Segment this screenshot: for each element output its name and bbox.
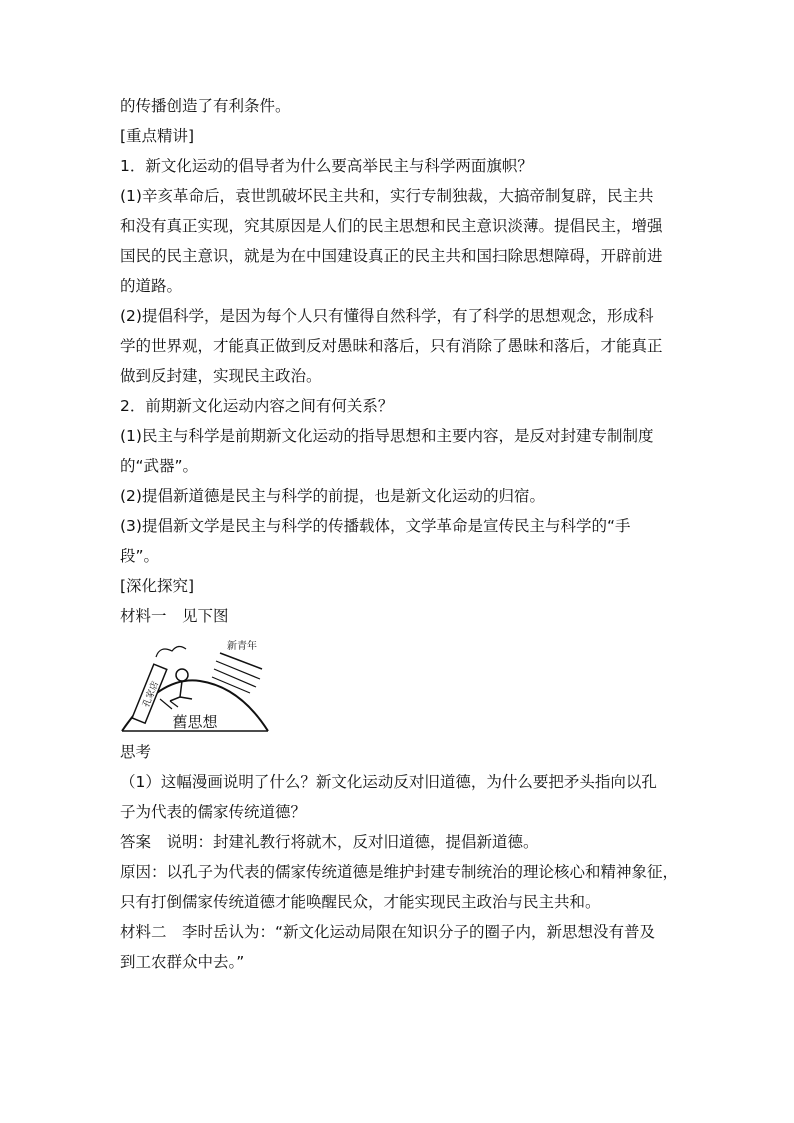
section-heading-deep-inquiry: [深化探究]	[120, 577, 195, 595]
text-line: 学的世界观，才能真正做到反对愚昧和落后，只有消除了愚昧和落后，才能真正	[120, 337, 663, 355]
section-heading-key-points: [重点精讲]	[120, 127, 195, 145]
cartoon-note-text: 新青年	[227, 641, 257, 652]
cartoon-caption: 舊思想	[172, 713, 218, 731]
text-line: 到工农群众中去。”	[120, 953, 245, 971]
text-line: 只有打倒儒家传统道德才能唤醒民众，才能实现民主政治与民主共和。	[120, 893, 601, 911]
text-line: (1)民主与科学是前期新文化运动的指导思想和主要内容，是反对封建专制制度	[120, 427, 654, 445]
text-line: 国民的民主意识，就是为在中国建设真正的民主共和国扫除思想障碍，开辟前进	[120, 247, 663, 265]
text-line: (3)提倡新文学是民主与科学的传播载体，文学革命是宣传民主与科学的“手	[120, 517, 631, 535]
text-line: 和没有真正实现，究其原因是人们的民主思想和民主意识淡薄。提倡民主，增强	[120, 217, 663, 235]
text-line: (2)提倡科学，是因为每个人只有懂得自然科学，有了科学的思想观念，形成科	[120, 307, 654, 325]
cartoon-sign-text: 孔家店	[141, 680, 161, 709]
material-two-line: 材料二 李时岳认为：“新文化运动局限在知识分子的圈子内，新思想没有普及	[120, 923, 656, 941]
text-line: (2)提倡新道德是民主与科学的前提，也是新文化运动的归宿。	[120, 487, 545, 505]
document-body	[120, 91, 680, 977]
think-label: 思考	[120, 743, 152, 761]
text-line: 段”。	[120, 547, 160, 565]
text-line: 的道路。	[120, 277, 183, 295]
question-heading: 1．新文化运动的倡导者为什么要高举民主与科学两面旗帜？	[120, 157, 533, 175]
text-line: (1)辛亥革命后，袁世凯破坏民主共和，实行专制独裁，大搞帝制复辟，民主共	[120, 187, 654, 205]
text-line: 的传播创造了有利条件。	[120, 97, 291, 115]
text-line: 子为代表的儒家传统道德？	[120, 803, 307, 821]
text-line: 做到反封建，实现民主政治。	[120, 367, 322, 385]
answer-line: 答案 说明：封建礼教行将就木，反对旧道德，提倡新道德。	[120, 833, 539, 851]
cartoon-image	[120, 635, 270, 737]
text-line: 原因：以孔子为代表的儒家传统道德是维护封建专制统治的理论核心和精神象征，	[120, 863, 679, 881]
material-one-label: 材料一 见下图	[120, 607, 229, 625]
question-heading: 2．前期新文化运动内容之间有何关系？	[120, 397, 394, 415]
text-line: （1）这幅漫画说明了什么？新文化运动反对旧道德，为什么要把矛头指向以孔	[120, 773, 657, 791]
text-line: 的“武器”。	[120, 457, 199, 475]
